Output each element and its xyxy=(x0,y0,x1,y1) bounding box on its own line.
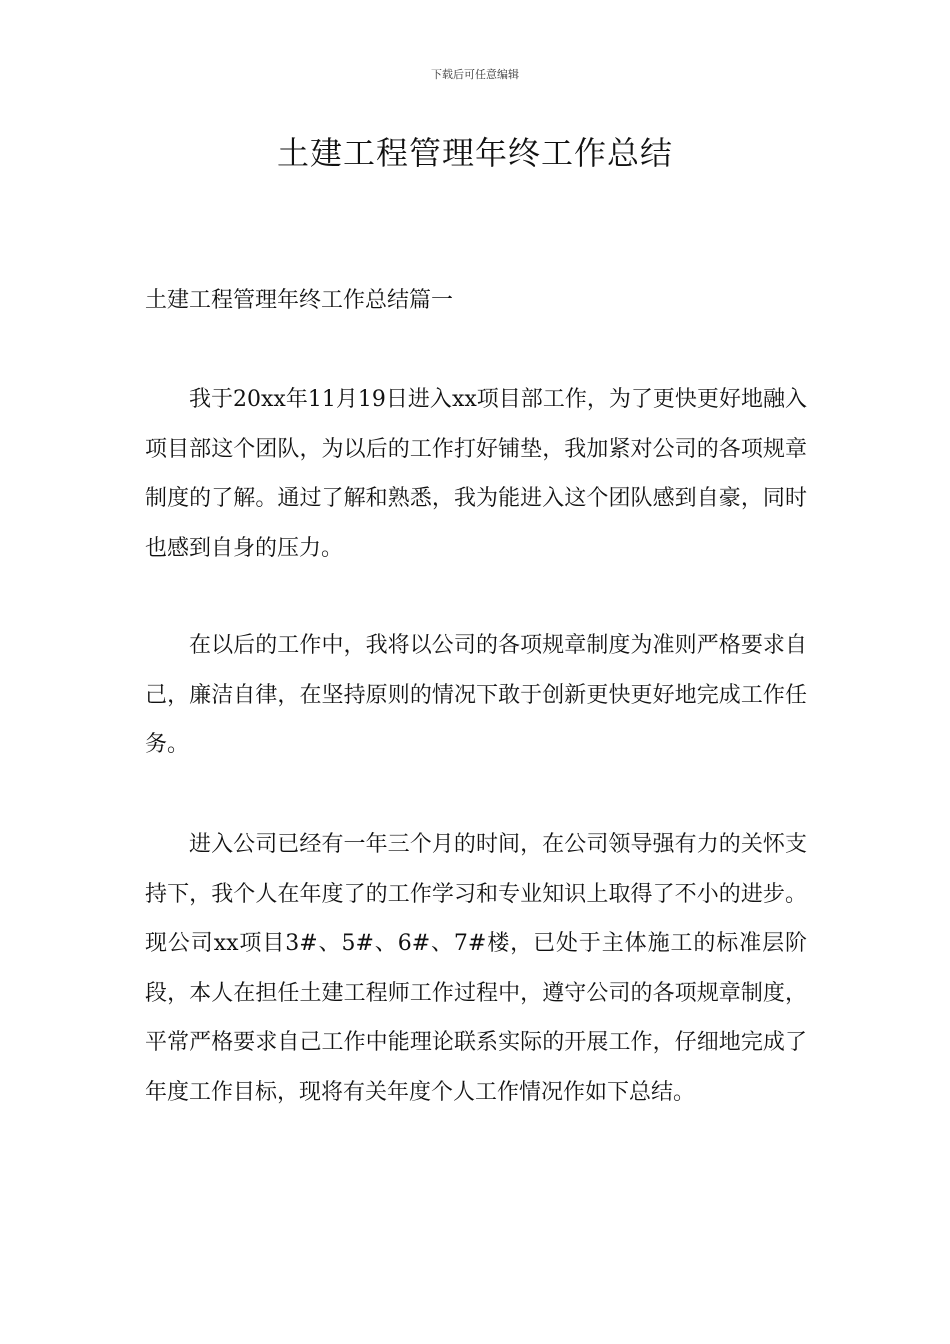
document-title: 土建工程管理年终工作总结 xyxy=(276,134,673,172)
section-heading: 土建工程管理年终工作总结篇一 xyxy=(145,288,454,313)
paragraph-1: 我于20xx年11月19日进入xx项目部工作，为了更快更好地融入项目部这个团队，为以后的工作打好铺垫，我加紧对公司的各项规章制度的了解。通过了解和熟悉，我为能进入这个团队感到自豪，同时也感到自身的压力。 xyxy=(145,387,807,561)
header-note: 下载后可任意编辑 xyxy=(431,68,519,81)
paragraph-2: 在以后的工作中，我将以公司的各项规章制度为准则严格要求自己，廉洁自律，在坚持原则的情况下敢于创新更快更好地完成工作任务。 xyxy=(145,633,807,757)
paragraph-3: 进入公司已经有一年三个月的时间，在公司领导强有力的关怀支持下，我个人在年度了的工作学习和专业知识上取得了不小的进步。现公司xx项目3#、5#、6#、7#楼，已处于主体施工的标准层阶段，本人在担任土建工程师工作过程中，遵守公司的各项规章制度，平常严格要求自己工作中能理论联系实际的开展工作，仔细地完成了年度工作目标，现将有关年度个人工作情况作如下总结。 xyxy=(145,832,807,1105)
